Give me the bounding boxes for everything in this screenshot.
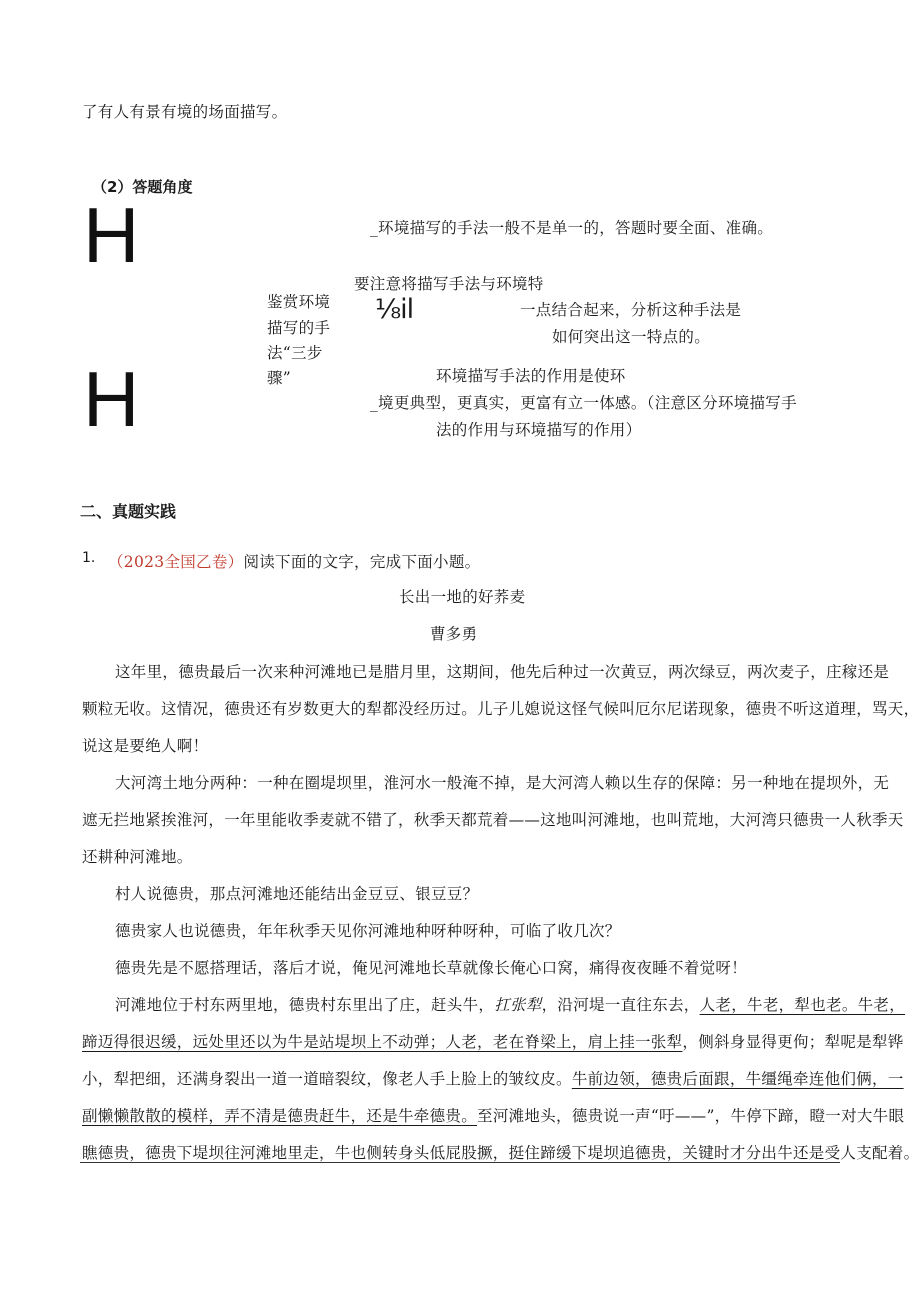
part-heading: 二、真题实践 [80, 502, 177, 521]
article-title: 长出一地的好荞麦 [399, 588, 526, 606]
paragraph-line: 德贵先是不愿搭理话，落后才说，俺见河滩地长草就像长俺心口窝，痛得夜夜睡不着觉呀！ [115, 959, 748, 977]
underlined-span: 副懒懒散散的模样，弄不清是德贵赶牛，还是牛牵德贵。 [82, 1107, 478, 1125]
step2-line: 如何突出这一特点的。 [552, 328, 711, 346]
step3-line: _境更典型，更真实，更富有立一体感。（注意区分环境描写手 [370, 394, 797, 412]
left-label-line: 描写的手 [267, 319, 331, 337]
section-heading: （2）答题角度 [92, 178, 193, 196]
paragraph-line [115, 993, 905, 1015]
left-label-line: 骤” [267, 369, 292, 387]
paragraph-line: 村人说德贵，那点河滩地还能结出金豆豆、银豆豆？ [115, 885, 479, 903]
article-author: 曹多勇 [430, 625, 478, 643]
paragraph-line: 这年里，德贵最后一次来种河滩地已是腊月里，这期间，他先后种过一次黄豆，两次绿豆，两次麦子，庄稼还是 [115, 663, 890, 681]
paragraph-line: 遮无拦地紧挨淮河，一年里能收季麦就不错了，秋季天都荒着——这地叫河滩地，也叫荒地，大河湾只德贵一人秋季天 [82, 811, 904, 829]
underlined-span: 蹄迈得很迟缓，远处里还以为牛是站堤坝上不动弹；人老，老在脊梁上，肩上挂一张犁 [82, 1033, 683, 1051]
paragraph-line [82, 1104, 904, 1126]
paragraph-line: 德贵家人也说德贵，年年秋季天见你河滩地种呀种呀种，可临了收几次？ [115, 922, 621, 940]
big-letter-top: H [83, 191, 140, 279]
left-label-line: 法“三步 [267, 344, 323, 362]
paragraph-line: 说这是要绝人啊！ [82, 737, 209, 755]
text-span: 至河滩地头，德贵说一声“吁——”，牛停下蹄，瞪一对大牛眼 [477, 1107, 905, 1125]
question-source: （2023全国乙卷） [108, 553, 244, 571]
paragraph-line: 还耕种河滩地。 [82, 848, 193, 866]
step2-line: 要注意将描写手法与环境特 [354, 275, 544, 293]
step1-text: _环境描写的手法一般不是单一的，答题时要全面、准确。 [370, 219, 774, 237]
text-span: 小，犁把细，还满身裂出一道一道暗裂纹，像老人手上脸上的皱纹皮。 [82, 1070, 572, 1088]
text-span: ，沿河堤一直往东去， [541, 996, 700, 1014]
paragraph-line: 大河湾土地分两种：一种在圈堤坝里，淮河水一般淹不掉，是大河湾人赖以生存的保障：另一种地在提坝外，无 [115, 774, 890, 792]
left-label-line: 鉴赏环境 [267, 293, 331, 311]
paragraph-line [82, 1067, 904, 1089]
text-span: 河滩地位于村东两里地，德贵村东里出了庄，赶头牛， [115, 996, 495, 1014]
paragraph-line: 瞧德贵，德贵下堤坝往河滩地里走，牛也侧转身头低屁股撅，挺住蹄缓下堤坝追德贵，关键时才分出牛还是受人支配着。 [82, 1144, 920, 1162]
paragraph-line [82, 1030, 904, 1052]
bottom-rule [80, 1162, 840, 1163]
step3-line: 环境描写手法的作用是使环 [436, 367, 626, 385]
ocr-glyph: ⅛il [375, 294, 414, 325]
step3-line: 法的作用与环境描写的作用） [436, 421, 642, 439]
paragraph-line: 颗粒无收。这情况，德贵还有岁数更大的犁都没经历过。儿子儿媳说这怪气候叫厄尔尼诺现象，德贵不听这道理，骂天， [82, 700, 920, 718]
intro-line: 了有人有景有境的场面描写。 [82, 103, 288, 121]
underlined-span: 牛前边领，德贵后面跟，牛缰绳牵连他们俩，一 [571, 1070, 904, 1088]
big-letter-bottom: H [83, 355, 140, 443]
step2-line: 一点结合起来，分析这种手法是 [520, 301, 742, 319]
question-number: 1. [82, 550, 96, 566]
question-instruction: 阅读下面的文字，完成下面小题。 [243, 553, 481, 571]
question-line [108, 550, 480, 572]
underlined-span: 人老，牛老，犁也老。牛老， [699, 996, 906, 1014]
italic-span: 扛张犁 [494, 996, 542, 1014]
text-span: ，侧斜身显得更佝；犁呢是犁铧 [682, 1033, 904, 1051]
